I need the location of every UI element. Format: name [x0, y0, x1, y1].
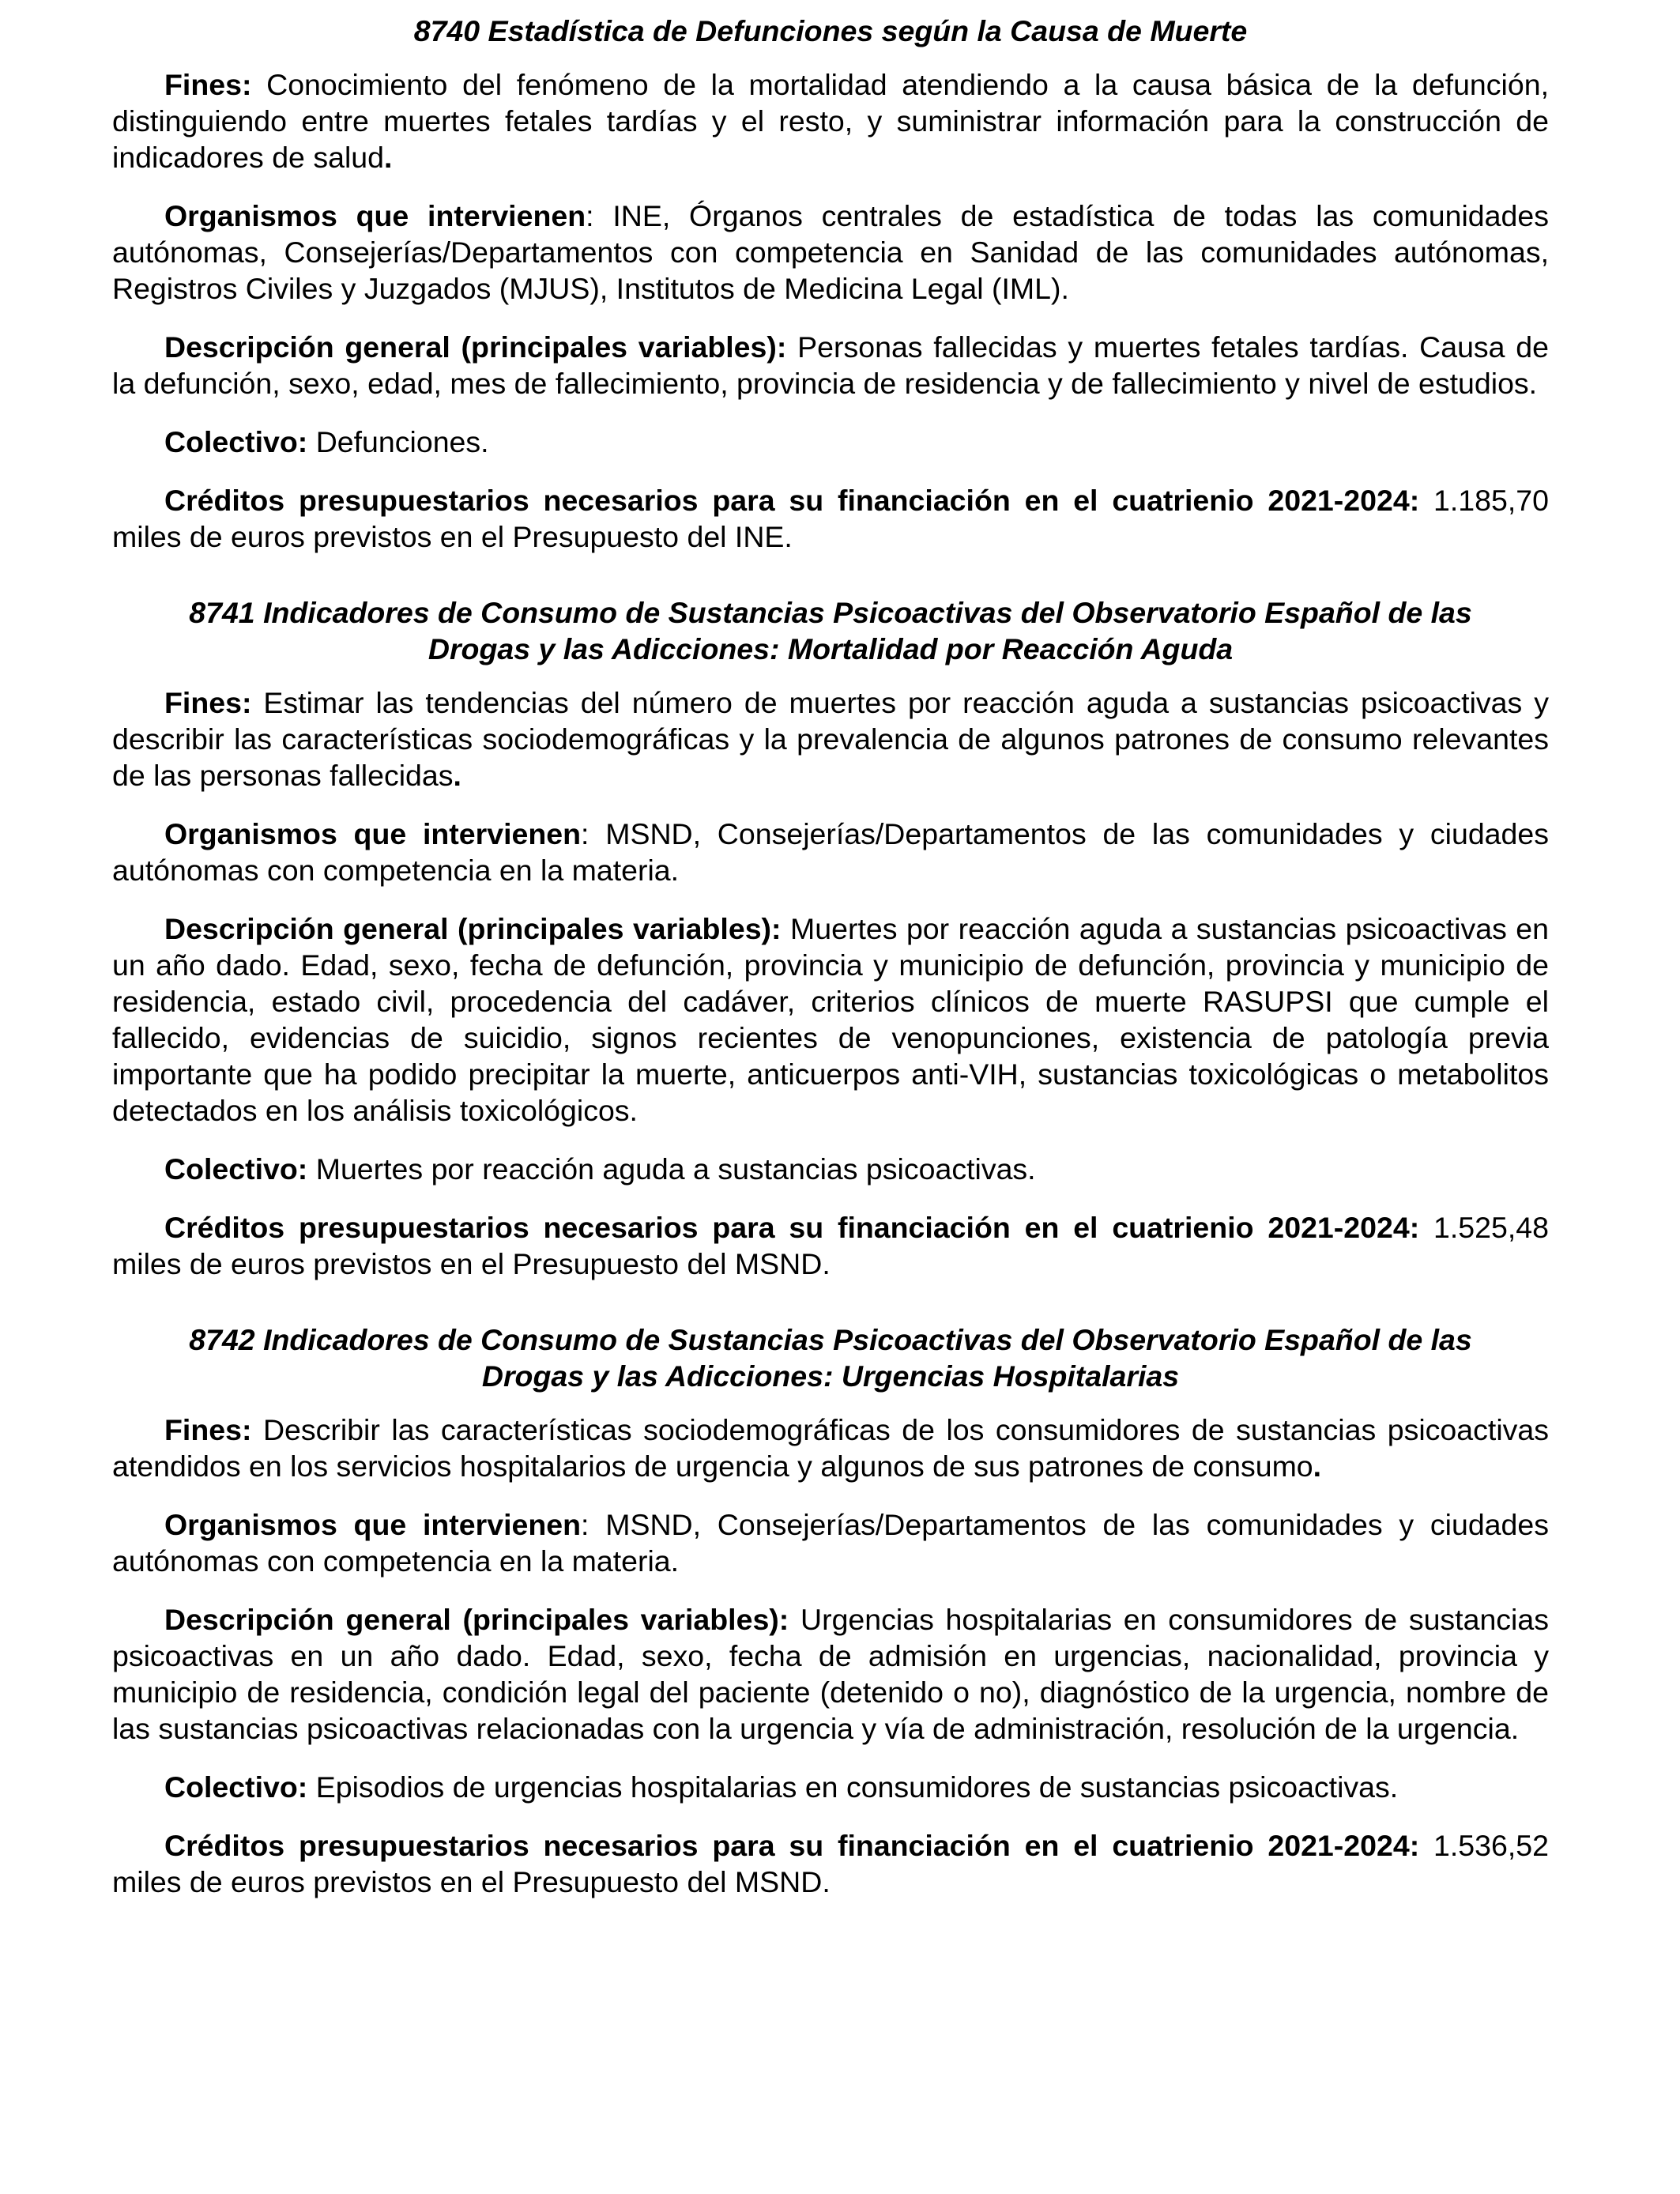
- fines-label: Fines:: [164, 686, 252, 719]
- fines-text: Describir las características sociodemográficas de los consumidores de sustancias psicoactivas atendidos en los servicios hospitalarios de urgencia y algunos de sus patrones de consumo: [112, 1413, 1549, 1483]
- fines-end: .: [383, 141, 393, 174]
- descripcion-label: Descripción general (principales variables):: [164, 1603, 789, 1636]
- colectivo-text: Muertes por reacción aguda a sustancias psicoactivas.: [307, 1152, 1036, 1186]
- organismos-text: : MSND, Consejerías/Departamentos de las comunidades y ciudades autónomas con competencia en la materia.: [112, 817, 1549, 887]
- fines-label: Fines:: [164, 1413, 252, 1446]
- fines-paragraph: [112, 684, 1549, 794]
- creditos-paragraph: [112, 482, 1549, 555]
- fines-label: Fines:: [164, 68, 252, 101]
- section-title: 8740 Estadística de Defunciones según la Causa de Muerte: [413, 14, 1248, 47]
- section-title: 8741 Indicadores de Consumo de Sustancias Psicoactivas del Observatorio Español de las Drogas y las Adicciones: Mortalidad por Reacción Aguda: [189, 596, 1472, 665]
- fines-paragraph: [112, 66, 1549, 175]
- section-8742: [112, 1321, 1549, 1900]
- organismos-label: Organismos que intervienen: [164, 817, 582, 850]
- organismos-paragraph: [112, 816, 1549, 888]
- descripcion-label: Descripción general (principales variables):: [164, 912, 782, 945]
- creditos-text: 1.525,48 miles de euros previstos en el Presupuesto del MSND.: [112, 1211, 1549, 1280]
- organismos-label: Organismos que intervienen: [164, 199, 586, 232]
- descripcion-paragraph: [112, 329, 1549, 401]
- section-8740: [112, 13, 1549, 555]
- creditos-label: Créditos presupuestarios necesarios para su financiación en el cuatrienio 2021-2024:: [164, 1829, 1420, 1862]
- fines-text: Estimar las tendencias del número de muertes por reacción aguda a sustancias psicoactivas y describir las características sociodemográficas y la prevalencia de algunos patrones de consumo relevantes de las personas fallecidas: [112, 686, 1549, 792]
- fines-end: .: [1313, 1449, 1322, 1483]
- colectivo-label: Colectivo:: [164, 1770, 308, 1804]
- organismos-text: : MSND, Consejerías/Departamentos de las comunidades y ciudades autónomas con competencia en la materia.: [112, 1508, 1549, 1578]
- creditos-paragraph: [112, 1827, 1549, 1900]
- descripcion-paragraph: [112, 910, 1549, 1129]
- fines-paragraph: [112, 1412, 1549, 1484]
- fines-text: Conocimiento del fenómeno de la mortalidad atendiendo a la causa básica de la defunción, distinguiendo entre muertes fetales tardías y el resto, y suministrar información para la construcción de indicadores de salud: [112, 68, 1549, 174]
- descripcion-text: Muertes por reacción aguda a sustancias psicoactivas en un año dado. Edad, sexo, fecha de defunción, provincia y municipio de defunción, provincia y municipio de residencia, estado civil, procedencia del cadáver, criterios clínicos de muerte RASUPSI que cumple el fallecido, evidencias de suicidio, signos recientes de venopunciones, existencia de patología previa importante que ha podido precipitar la muerte, anticuerpos anti-VIH, sustancias toxicológicas o metabolitos detectados en los análisis toxicológicos.: [112, 912, 1550, 1127]
- organismos-paragraph: [112, 1506, 1549, 1579]
- colectivo-paragraph: [112, 1151, 1549, 1187]
- section-8741: [112, 594, 1549, 1282]
- colectivo-label: Colectivo:: [164, 425, 308, 458]
- creditos-text: 1.536,52 miles de euros previstos en el Presupuesto del MSND.: [112, 1829, 1549, 1898]
- colectivo-label: Colectivo:: [164, 1152, 308, 1186]
- creditos-label: Créditos presupuestarios necesarios para su financiación en el cuatrienio 2021-2024:: [164, 1211, 1420, 1244]
- colectivo-text: Defunciones.: [307, 425, 489, 458]
- organismos-label: Organismos que intervienen: [164, 1508, 582, 1541]
- colectivo-paragraph: [112, 1769, 1549, 1805]
- descripcion-text: Personas fallecidas y muertes fetales tardías. Causa de la defunción, sexo, edad, mes de fallecimiento, provincia de residencia y de fallecimiento y nivel de estudios.: [112, 330, 1549, 400]
- section-title: 8742 Indicadores de Consumo de Sustancias Psicoactivas del Observatorio Español de las Drogas y las Adicciones: Urgencias Hospitalarias: [189, 1323, 1472, 1393]
- fines-end: .: [453, 759, 461, 792]
- colectivo-text: Episodios de urgencias hospitalarias en consumidores de sustancias psicoactivas.: [307, 1770, 1399, 1804]
- creditos-text: 1.185,70 miles de euros previstos en el Presupuesto del INE.: [112, 484, 1549, 553]
- descripcion-label: Descripción general (principales variables):: [164, 330, 787, 364]
- organismos-text: : INE, Órganos centrales de estadística de todas las comunidades autónomas, Consejerías/Departamentos con competencia en Sanidad de las comunidades autónomas, Registros Civiles y Juzgados (MJUS), Institutos de Medicina Legal (IML).: [112, 199, 1549, 305]
- colectivo-paragraph: [112, 424, 1549, 460]
- creditos-paragraph: [112, 1209, 1549, 1282]
- descripcion-text: Urgencias hospitalarias en consumidores de sustancias psicoactivas en un año dado. Edad, sexo, fecha de admisión en urgencias, nacionalidad, provincia y municipio de residencia, condición legal del paciente (detenido o no), diagnóstico de la urgencia, nombre de las sustancias psicoactivas relacionadas con la urgencia y vía de administración, resolución de la urgencia.: [112, 1603, 1549, 1745]
- creditos-label: Créditos presupuestarios necesarios para su financiación en el cuatrienio 2021-2024:: [164, 484, 1420, 517]
- organismos-paragraph: [112, 198, 1549, 307]
- descripcion-paragraph: [112, 1601, 1549, 1747]
